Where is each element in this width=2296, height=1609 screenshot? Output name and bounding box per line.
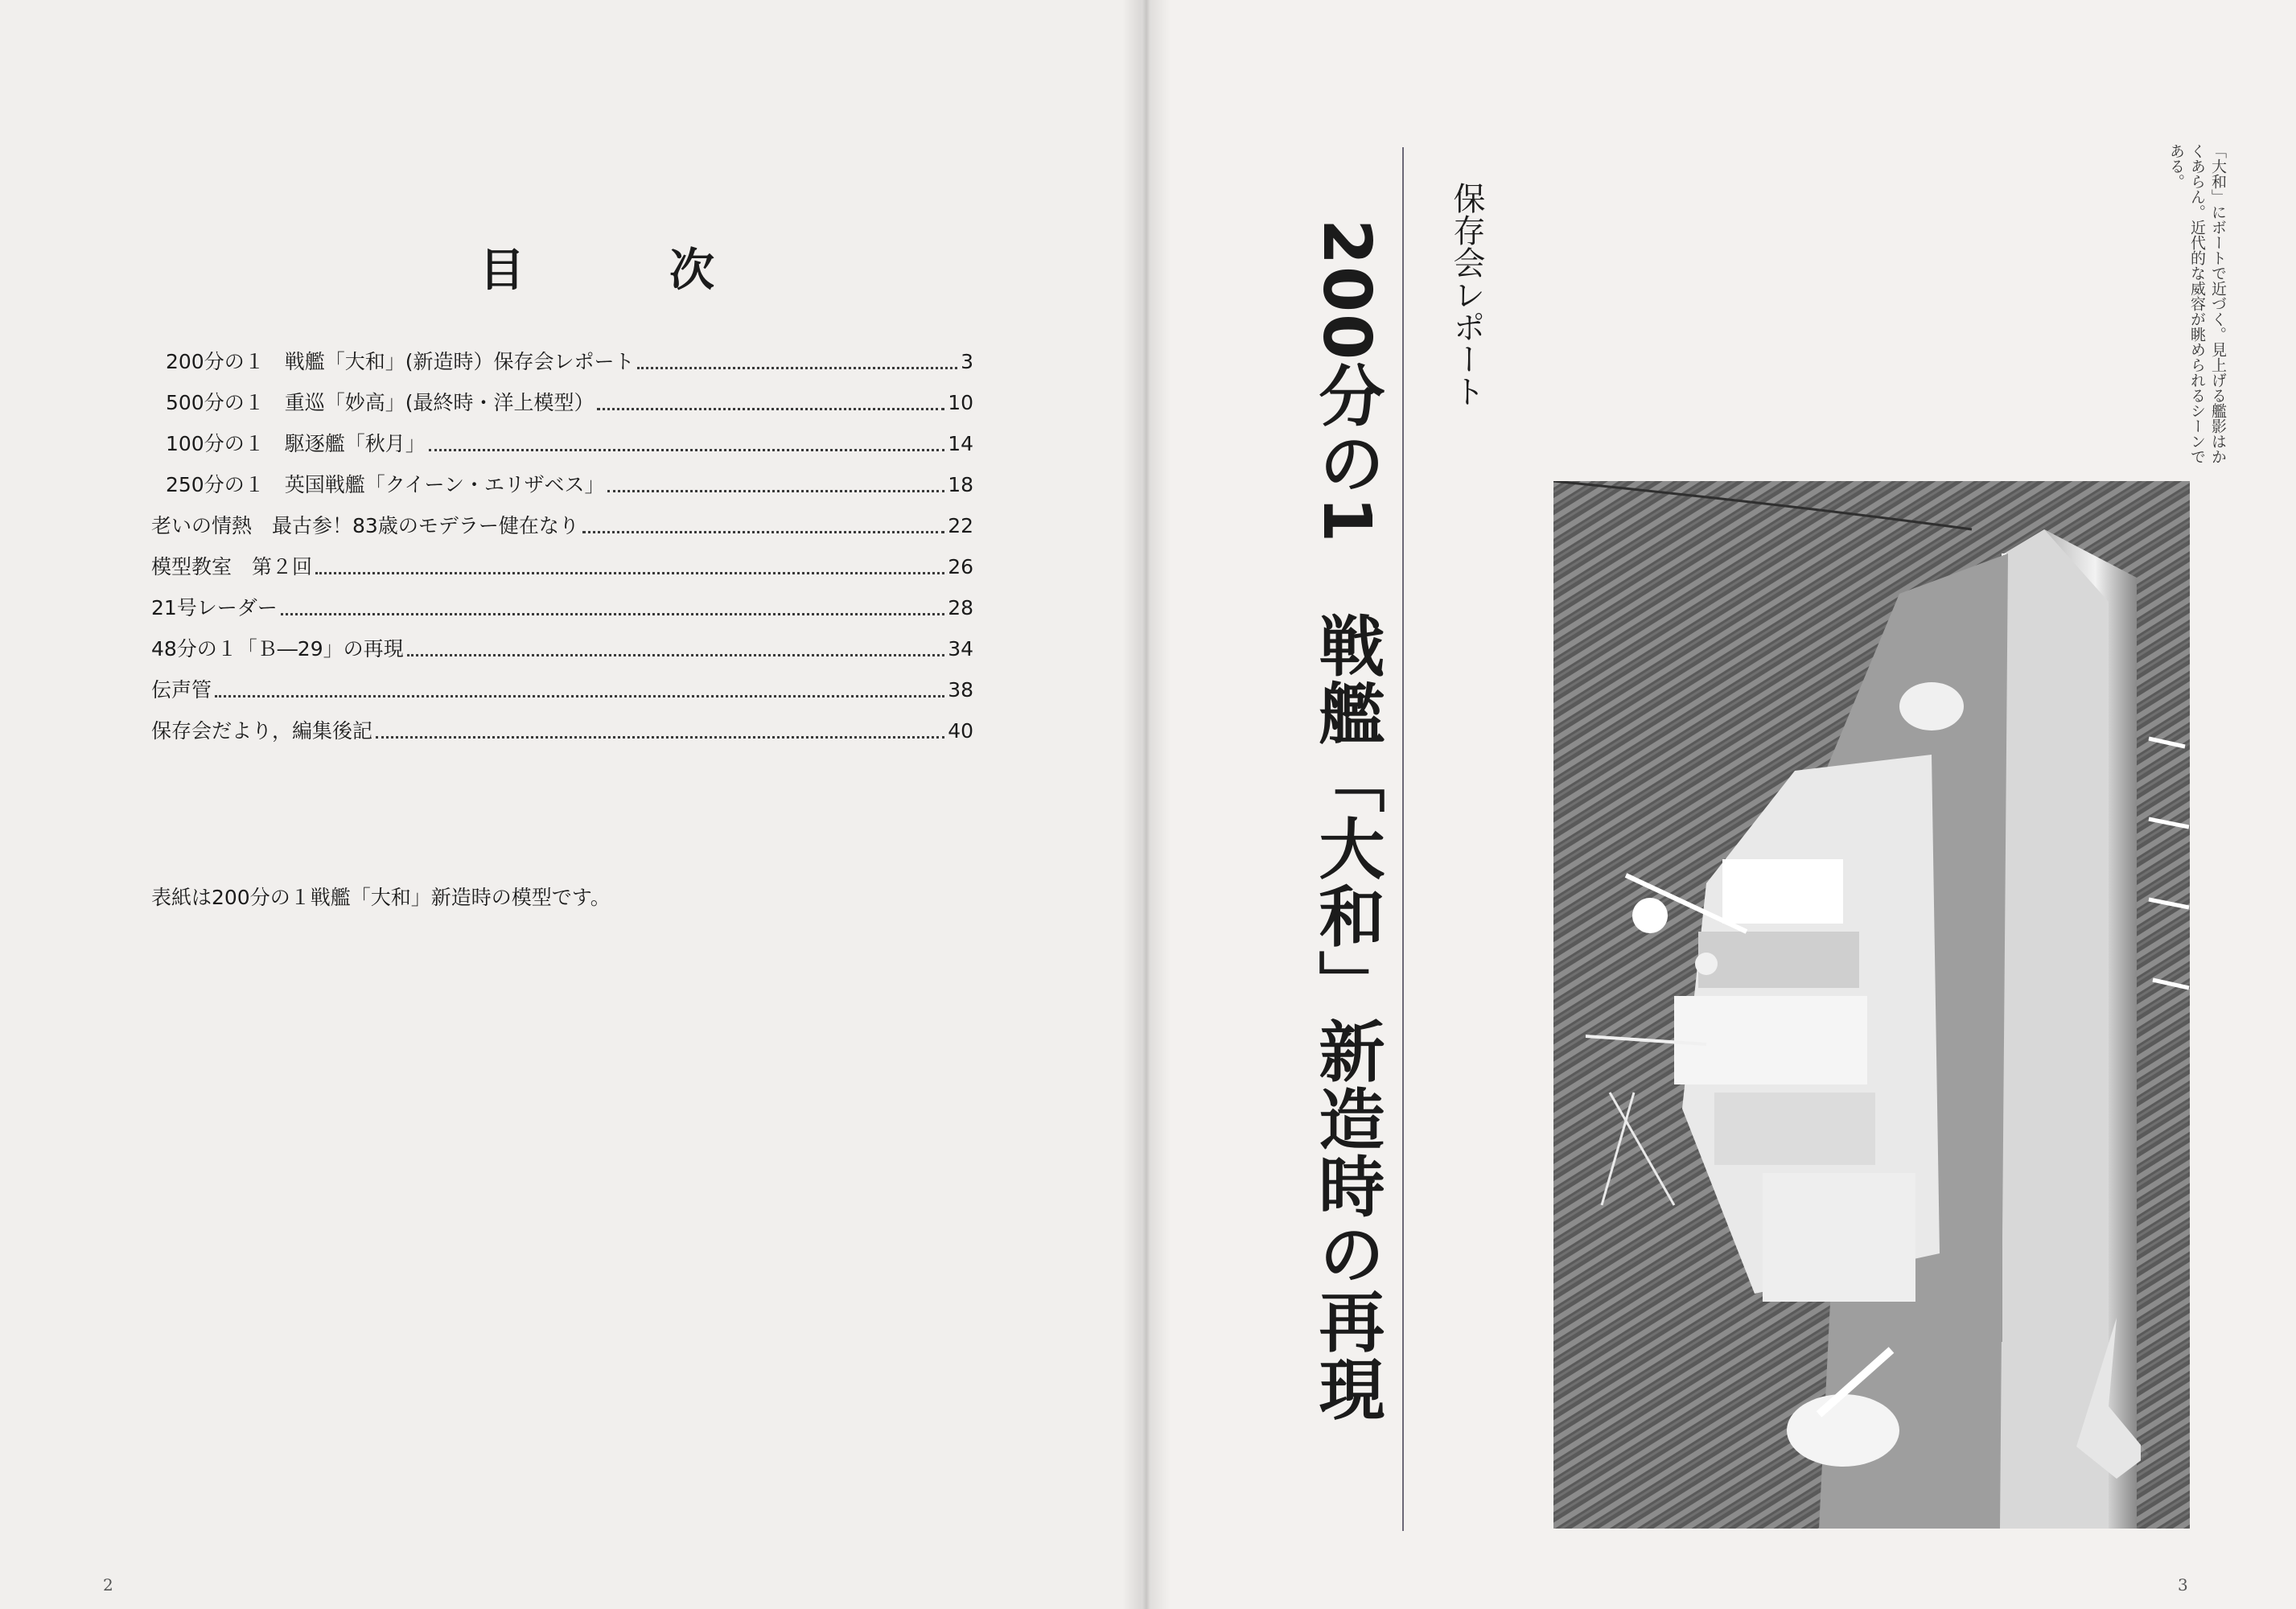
leader-dots xyxy=(607,490,944,492)
toc-title: 目 次 xyxy=(479,245,764,297)
toc-entry-page: 18 xyxy=(948,473,973,496)
left-page xyxy=(0,0,1141,1609)
leader-dots xyxy=(376,736,944,739)
photo-caption: 「大和」にボートで近づく。見上げる艦影はかくあらん。近代的な威容が眺められるシーンである。 xyxy=(2167,143,2227,464)
toc-entry[interactable] xyxy=(166,384,973,416)
toc-entry-page: 3 xyxy=(961,350,973,373)
toc-entry-page: 34 xyxy=(948,637,973,660)
battleship-model-photo xyxy=(1553,481,2190,1529)
title-divider xyxy=(1402,147,1404,1531)
toc-entry[interactable] xyxy=(151,630,973,662)
book-gutter xyxy=(1122,0,1171,1609)
toc-entry-page: 14 xyxy=(948,432,973,455)
toc-entry-page: 40 xyxy=(948,719,973,743)
leader-dots xyxy=(215,695,944,698)
leader-dots xyxy=(429,449,944,451)
toc-entry-title: 21号レーダー xyxy=(151,596,278,619)
article-title: 200分の1 戦艦「大和」新造時の再現 xyxy=(1308,219,1385,1423)
page-number-left: 2 xyxy=(103,1575,113,1595)
leader-dots xyxy=(597,408,944,410)
toc-entry[interactable] xyxy=(166,425,973,457)
toc-entry[interactable] xyxy=(151,507,973,539)
toc-entry-title: 保存会だより，編集後記 xyxy=(151,719,373,743)
toc-entry[interactable] xyxy=(166,343,973,375)
toc-entry-title: 伝声管 xyxy=(151,678,212,702)
toc-entry[interactable] xyxy=(151,671,973,703)
toc-entry-title: 老いの情熱 最古参！83歳のモデラー健在なり xyxy=(151,514,579,537)
cover-note: 表紙は200分の１戦艦「大和」新造時の模型です。 xyxy=(151,886,611,909)
toc-entry-page: 38 xyxy=(948,678,973,702)
toc-entry-title: 500分の１ 重巡「妙高」(最終時・洋上模型） xyxy=(166,391,595,414)
toc-entry-page: 10 xyxy=(948,391,973,414)
leader-dots xyxy=(281,613,944,615)
page-number-right: 3 xyxy=(2178,1575,2188,1595)
toc-entry-title: 100分の１ 駆逐艦「秋月」 xyxy=(166,432,426,455)
leader-dots xyxy=(582,531,944,533)
toc-entry-page: 22 xyxy=(948,514,973,537)
toc-entry[interactable] xyxy=(166,466,973,498)
toc-entry[interactable] xyxy=(151,712,973,744)
toc-entry-title: 48分の１「Ｂ―29」の再現 xyxy=(151,637,404,660)
article-subtitle: 保存会レポート xyxy=(1448,182,1485,407)
leader-dots xyxy=(315,572,944,574)
toc-entry-page: 28 xyxy=(948,596,973,619)
toc-entry-title: 模型教室 第２回 xyxy=(151,555,313,578)
toc-entry-page: 26 xyxy=(948,555,973,578)
leader-dots xyxy=(637,367,957,369)
toc-entry-title: 200分の１ 戦艦「大和」(新造時）保存会レポート xyxy=(166,350,635,373)
leader-dots xyxy=(407,654,945,656)
toc-entry[interactable] xyxy=(151,548,973,580)
toc-entry-title: 250分の１ 英国戦艦「クイーン・エリザベス」 xyxy=(166,473,605,496)
toc-entry[interactable] xyxy=(151,589,973,621)
